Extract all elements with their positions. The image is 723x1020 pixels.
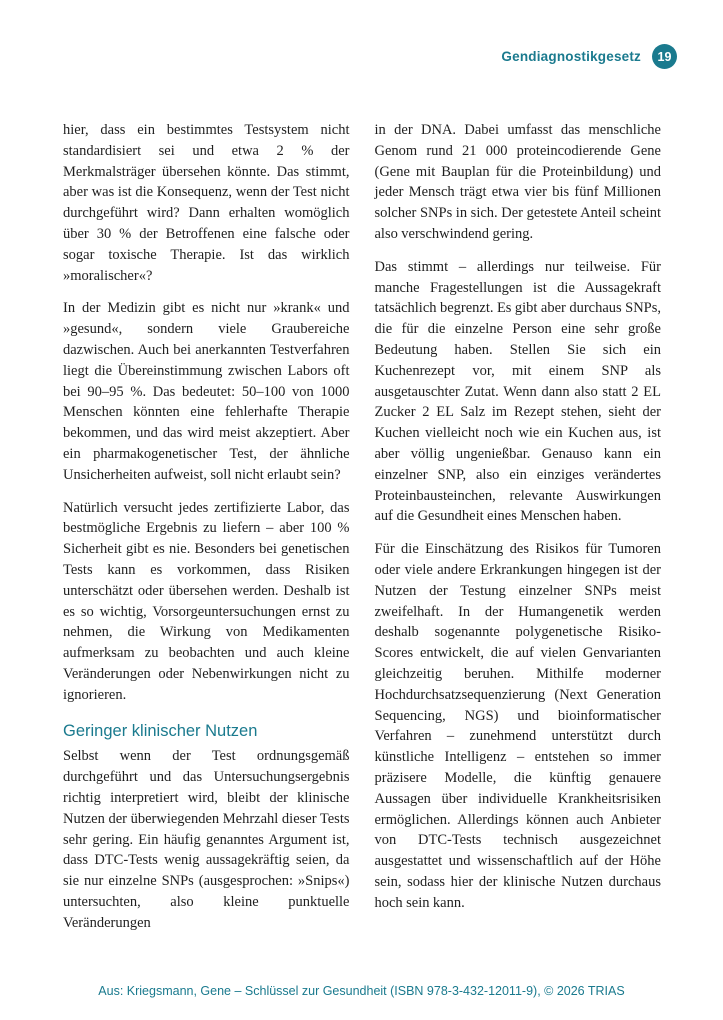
source-line: Aus: Kriegsmann, Gene – Schlüssel zur Gesundheit (ISBN 978-3-432-12011-9), © 2026 TRIAS xyxy=(98,984,625,998)
paragraph: Für die Einschätzung des Risikos für Tumoren oder viele andere Erkrankungen hingegen ist der Nutzen der Testung einzelner SNPs meist zweifelhaft. In der Humangenetik werden deshalb sogenannte polygenetische Risiko-Scores entwickelt, die auf vielen Genvarianten gleichzeitig beruhen. Mithilfe moderner Hochdurchsatzsequenzierung (Next Generation Sequencing, NGS) und bioinformatischer Verfahren – zunehmend unterstützt durch künstliche Intelligenz – entstehen so immer präzisere Modelle, die künftig genauere Aussagen über individuelle Krankheitsrisiken ermöglichen. Allerdings können auch Anbieter von DTC-Tests technisch ausgezeichnet ausgestattet und wissenschaftlich auf der Höhe sein, sodass hier der klinische Nutzen durchaus hoch sein kann. xyxy=(374,541,661,911)
paragraph: hier, dass ein bestimmtes Testsystem nicht standardisiert sei und etwa 2 % der Merkmalsträger übersehen könnte. Das stimmt, aber was ist die Konsequenz, wenn der Test nicht durchgeführt wird? Dann erhalten womöglich über 30 % der Betroffenen eine falsche oder sogar toxische Therapie. Ist das wirklich »moralischer«? xyxy=(63,122,350,284)
right-column xyxy=(375,120,662,933)
left-column xyxy=(63,120,350,933)
text-columns xyxy=(63,120,661,933)
paragraph: Natürlich versucht jedes zertifizierte Labor, das bestmögliche Ergebnis zu liefern – aber 100 % Sicherheit gibt es nie. Besonders bei genetischen Tests kann es vorkommen, dass Risiken unterschätzt oder übersehen werden. Deshalb ist es so wichtig, Vorsorgeuntersuchungen ernst zu nehmen, die Wirkung von Medikamenten aufmerksam zu beobachten und auch kleine Veränderungen oder Nebenwirkungen nicht zu ignorieren. xyxy=(63,499,350,703)
paragraph: Selbst wenn der Test ordnungsgemäß durchgeführt und das Untersuchungsergebnis richtig interpretiert wird, bleibt der klinische Nutzen der überwiegenden Mehrzahl dieser Tests sehr gering. Ein häufig genanntes Argument ist, dass DTC-Tests wenig aussagekräftig seien, da sie nur einzelne SNPs (ausgesprochen: »Snips«) untersuchten, also kleine punktuelle Veränderungen xyxy=(63,748,350,931)
page-header xyxy=(501,44,677,69)
paragraph: in der DNA. Dabei umfasst das menschliche Genom rund 21 000 proteincodierende Gene (Gene mit Bauplan für die Proteinbildung) und jeder Mensch trägt etwa vier bis fünf Millionen solcher SNPs in sich. Der getestete Anteil scheint also verschwindend gering. xyxy=(374,122,661,242)
page-number-badge: 19 xyxy=(652,44,677,69)
paragraph: Das stimmt – allerdings nur teilweise. Für manche Fragestellungen ist die Aussagekraft tatsächlich begrenzt. Es gibt aber durchaus SNPs, die für die einzelne Person eine sehr große Bedeutung haben. Stellen Sie sich ein Kuchenrezept vor, mit einem SNP als ausgetauschter Zutat. Wenn dann also statt 2 EL Zucker 2 EL Salz im Rezept stehen, sieht der Kuchen vielleicht noch wie ein Kuchen aus, ist aber völlig ungenießbar. Genauso kann ein einzelner SNP, also ein einziges verändertes Proteinbausteinchen, relevante Auswirkungen auf die Gesundheit eines Menschen haben. xyxy=(374,258,661,525)
page-footer xyxy=(0,982,723,1000)
section-heading: Geringer klinischer Nutzen xyxy=(63,721,258,740)
running-head: Gendiagnostikgesetz xyxy=(501,49,641,64)
paragraph: In der Medizin gibt es nicht nur »krank« und »gesund«, sondern viele Graubereiche dazwischen. Auch bei anerkannten Testverfahren liegt die Übereinstimmung zwischen Labors oft bei 90–95 %. Das bedeutet: 50–100 von 1000 Menschen könnten eine fehlerhafte Therapie bekommen, und das wird meist akzeptiert. Aber ein pharmakogenetischer Test, der ähnliche Unsicherheiten aufweist, soll nicht erlaubt sein? xyxy=(63,300,350,483)
